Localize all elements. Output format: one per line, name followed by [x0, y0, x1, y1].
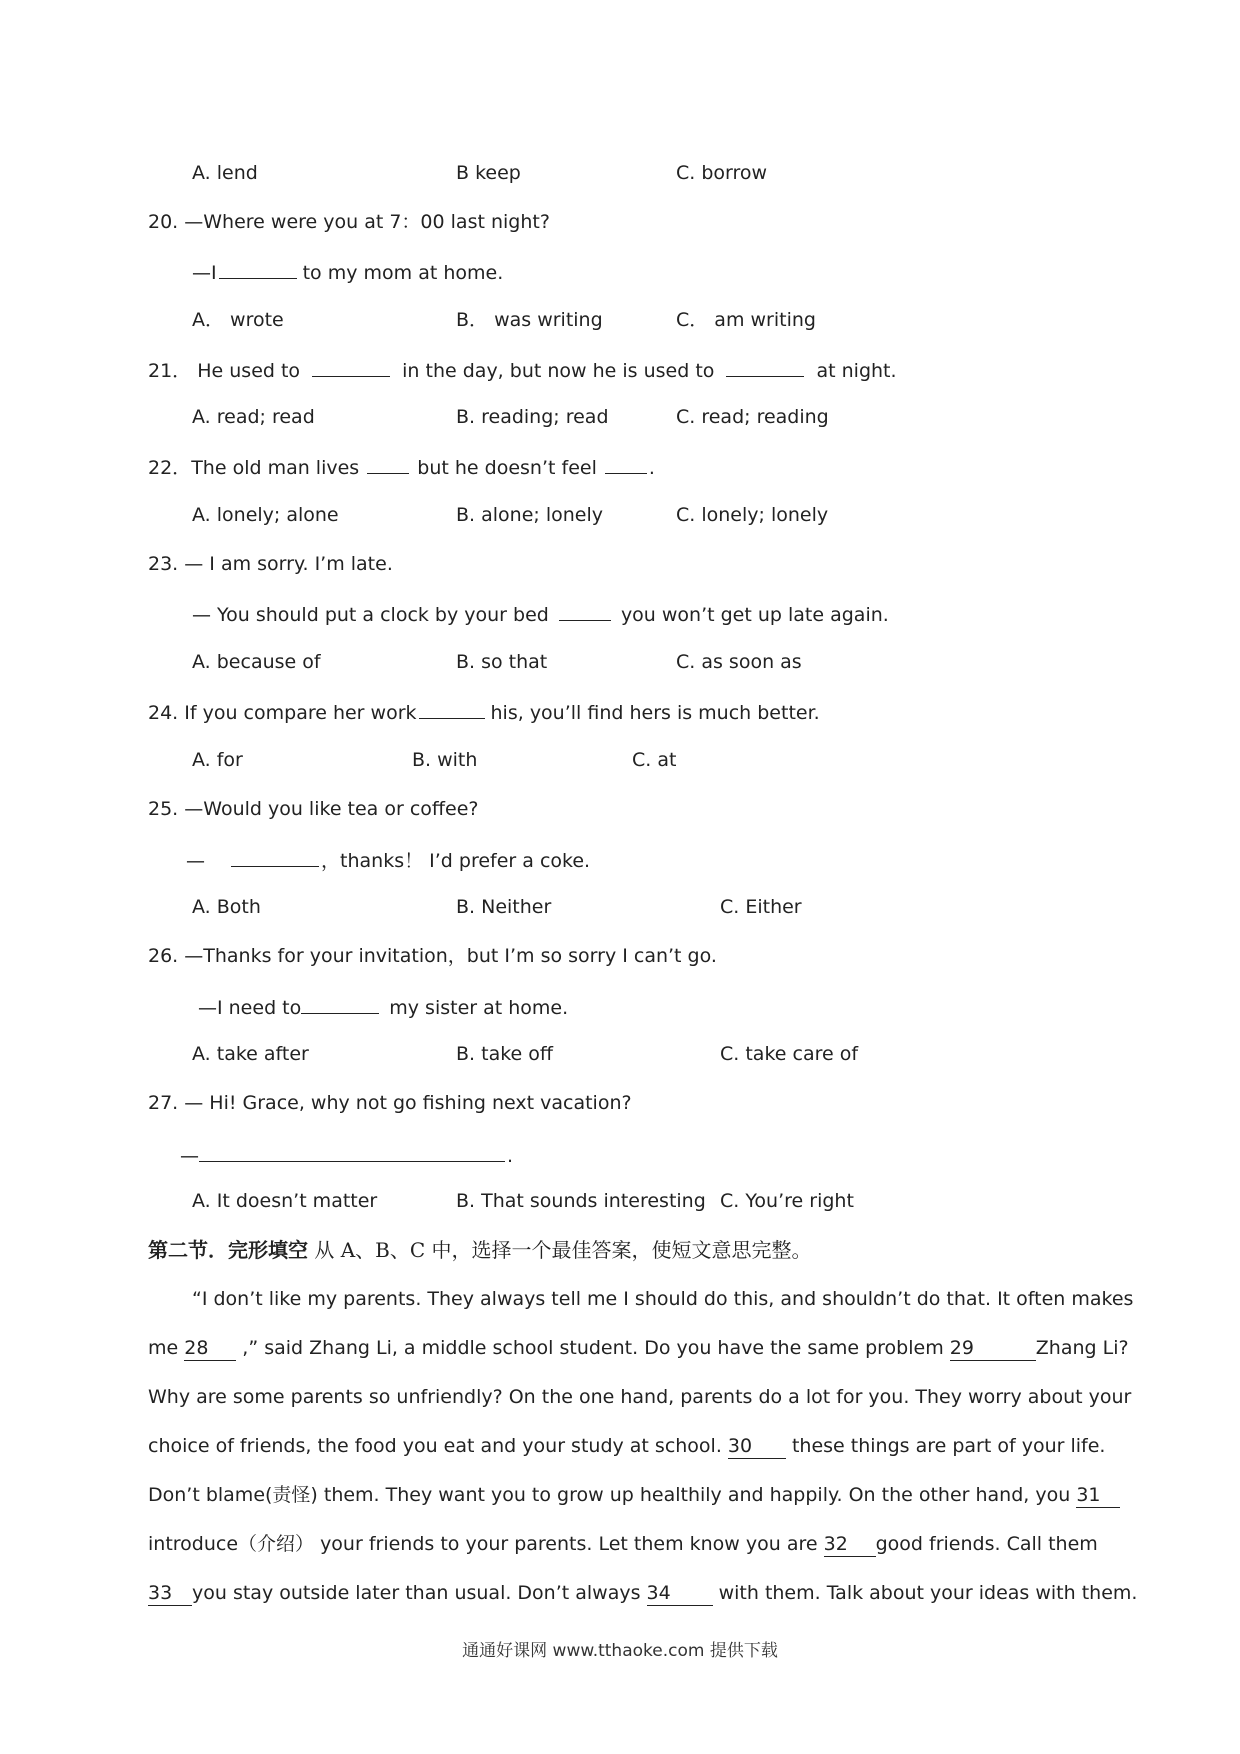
q25-option-c: C. Either [720, 896, 802, 918]
q23-prompt: 23. — I am sorry. I’m late. [148, 553, 393, 575]
q25-prompt: 25. —Would you like tea or coffee? [148, 798, 479, 820]
cloze-blank-28[interactable]: 28 [184, 1336, 236, 1361]
q21-option-a: A. read; read [192, 406, 315, 428]
passage-line-3: Why are some parents so unfriendly? On the one hand, parents do a lot for you. They worry about your [148, 1386, 1132, 1408]
cloze-blank-32[interactable]: 32 [824, 1532, 876, 1557]
q19-option-a: A. lend [192, 162, 258, 184]
question-number: 20. [148, 211, 179, 233]
q25-option-a: A. Both [192, 896, 261, 918]
page-footer: 通通好课网 www.tthaoke.com 提供下载 [462, 1641, 778, 1661]
question-number: 25. [148, 798, 179, 820]
q22-option-a: A. lonely; alone [192, 504, 339, 526]
q22-option-c: C. lonely; lonely [676, 504, 829, 526]
answer-blank[interactable] [219, 258, 297, 279]
section-heading [148, 1237, 812, 1263]
q24-prompt: 24. If you compare her work his, you’ll find hers is much better. [148, 698, 820, 726]
q20-option-c: C． am writing [676, 309, 816, 331]
answer-blank[interactable] [231, 846, 319, 867]
passage-line-7: 33 you stay outside later than usual. Don’t always 34 with them. Talk about your ideas with them. [148, 1582, 1138, 1604]
question-number: 21． [148, 360, 192, 382]
question-number: 22． [148, 457, 192, 479]
q20-option-a: A． wrote [192, 309, 284, 331]
q24-option-a: A. for [192, 749, 243, 771]
answer-blank[interactable] [312, 356, 390, 377]
q27-option-b: B. That sounds interesting [456, 1190, 706, 1212]
q21-option-b: B. reading; read [456, 406, 609, 428]
question-number: 23. [148, 553, 179, 575]
passage-line-1: “I don’t like my parents. They always tell me I should do this, and shouldn’t do that. It often makes [192, 1288, 1134, 1310]
q24-option-c: C. at [632, 749, 677, 771]
cloze-blank-30[interactable]: 30 [728, 1434, 786, 1459]
q22-option-b: B. alone; lonely [456, 504, 603, 526]
cloze-blank-31[interactable]: 31 [1076, 1483, 1120, 1508]
q20-prompt: 20. —Where were you at 7：00 last night? [148, 211, 550, 233]
answer-blank[interactable] [367, 453, 409, 474]
q27-option-c: C. You’re right [720, 1190, 854, 1212]
answer-blank[interactable] [726, 356, 804, 377]
q19-option-c: C. borrow [676, 162, 768, 184]
q23-option-b: B. so that [456, 651, 548, 673]
q26-response: —I need to my sister at home. [198, 993, 568, 1021]
question-number: 27. [148, 1092, 179, 1114]
answer-blank[interactable] [605, 453, 647, 474]
q26-option-a: A. take after [192, 1043, 309, 1065]
q26-prompt: 26. —Thanks for your invitation，but I’m so sorry I can’t go. [148, 945, 717, 967]
answer-blank[interactable] [419, 698, 485, 719]
q27-prompt: 27. — Hi! Grace, why not go fishing next vacation? [148, 1092, 632, 1114]
question-number: 24. [148, 702, 179, 724]
section-title: 第二节．完形填空 [148, 1238, 308, 1262]
q21-prompt: 21． He used to in the day, but now he is used to at night. [148, 356, 897, 384]
cloze-blank-34[interactable]: 34 [647, 1581, 713, 1606]
q19-option-b: B keep [456, 162, 521, 184]
q27-response: — . [180, 1141, 513, 1169]
passage-line-6: introduce（介绍） your friends to your parents. Let them know you are 32 good friends. Call them [148, 1533, 1098, 1555]
q23-option-c: C. as soon as [676, 651, 802, 673]
answer-blank[interactable] [301, 993, 379, 1014]
q26-option-b: B. take off [456, 1043, 553, 1065]
q22-prompt: 22．The old man lives but he doesn’t feel . [148, 453, 655, 481]
q25-response: — ，thanks！ I’d prefer a coke. [186, 846, 590, 874]
answer-blank[interactable] [199, 1141, 505, 1162]
passage-line-4: choice of friends, the food you eat and your study at school. 30 these things are part of your life. [148, 1435, 1106, 1457]
q27-option-a: A. It doesn’t matter [192, 1190, 378, 1212]
question-number: 26. [148, 945, 179, 967]
passage-line-2: me 28 ,” said Zhang Li, a middle school student. Do you have the same problem 29 Zhang Li? [148, 1337, 1129, 1359]
answer-blank[interactable] [559, 600, 611, 621]
q21-option-c: C. read; reading [676, 406, 829, 428]
q25-option-b: B. Neither [456, 896, 552, 918]
q26-option-c: C. take care of [720, 1043, 859, 1065]
section-instruction: 从 A、B、C 中，选择一个最佳答案，使短文意思完整。 [314, 1238, 812, 1262]
q23-response: — You should put a clock by your bed you won’t get up late again. [192, 600, 889, 628]
cloze-blank-29[interactable]: 29 [950, 1336, 1036, 1361]
q24-option-b: B. with [412, 749, 478, 771]
q23-option-a: A. because of [192, 651, 321, 673]
q20-option-b: B． was writing [456, 309, 603, 331]
q20-response: —I to my mom at home. [192, 258, 503, 286]
passage-line-5: Don’t blame(责怪) them. They want you to grow up healthily and happily. On the other hand, you 31 [148, 1482, 1096, 1508]
cloze-blank-33[interactable]: 33 [148, 1581, 192, 1606]
